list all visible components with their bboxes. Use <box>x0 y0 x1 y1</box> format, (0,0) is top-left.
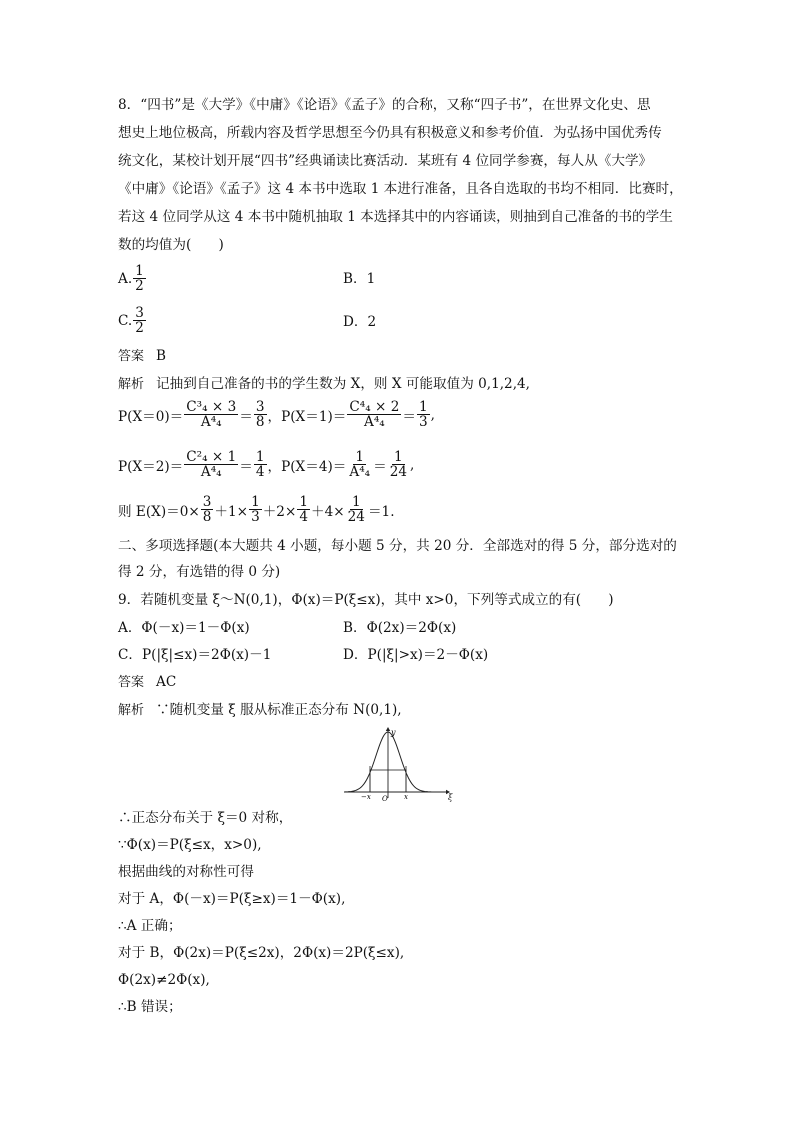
q8-answer-label: 答案 <box>118 349 145 364</box>
p-x0-denominator: A⁴₄ <box>200 414 222 430</box>
p-x4-denominator: A⁴₄ <box>349 464 371 480</box>
q8-option-c <box>118 306 147 335</box>
q9-option-d: D．P(|ξ|>x)＝2－Φ(x) <box>343 647 489 663</box>
p-x1-result-numerator: 1 <box>418 399 428 415</box>
q8-stem-line-3: 统文化，某校计划开展“四书”经典诵读比赛活动．某班有 4 位同学参赛，每人从《大学》 <box>118 153 653 169</box>
q8-expectation-line <box>118 495 395 524</box>
p-x2-denominator: A⁴₄ <box>200 464 222 480</box>
pos-x-label: x <box>404 793 408 801</box>
q9-analysis-line <box>118 701 402 720</box>
p-x0-sep: ， <box>267 408 282 425</box>
q8-answer-value: B <box>156 348 167 364</box>
p-x0-fraction <box>184 400 238 429</box>
p-x4-end: , <box>410 456 415 473</box>
p-x4-lhs: P(X＝4)＝ <box>281 458 347 475</box>
q8-stem-line-5: 若这 4 位同学从这 4 本书中随机抽取 1 本选择其中的内容诵读，则抽到自己准备的书的学生 <box>118 209 673 225</box>
expectation-lhs: 则 E(X)＝0× <box>118 503 200 520</box>
q9-stem: 9．若随机变量 ξ～N(0,1)，Φ(x)＝P(ξ≤x)，其中 x>0，下列等式成立的有( ) <box>118 592 614 608</box>
p-x0-lhs: P(X＝0)＝ <box>118 408 184 425</box>
q8-equation-line-1 <box>118 400 435 429</box>
q9-answer-line <box>118 673 176 692</box>
p-x1-end: , <box>430 406 435 423</box>
q8-stem-line-1: 8．“四书”是《大学》《中庸》《论语》《孟子》的合称，又称“四子书”，在世界文化史、思 <box>118 97 651 113</box>
normal-curve-figure <box>344 726 456 802</box>
q8-stem-line-2: 想史上地位极高，所载内容及哲学思想至今仍具有积极意义和参考价值．为弘扬中国优秀传 <box>118 125 662 141</box>
p-x0-result-denominator: 8 <box>255 414 265 430</box>
expectation-term-2: ＋1× <box>214 503 249 520</box>
expectation-term-4: ＋4× <box>311 503 345 520</box>
q8-analysis-line <box>118 375 530 394</box>
expectation-frac-4 <box>346 495 367 524</box>
p-x2-result <box>254 450 267 479</box>
y-axis-arrow <box>386 727 390 731</box>
q8-option-c-fraction <box>133 306 146 335</box>
origin-label: O <box>382 795 388 802</box>
p-x2-equals: ＝ <box>239 458 253 475</box>
q8-option-a-numerator: 1 <box>135 263 144 279</box>
q9-analysis-intro: ∵随机变量 ξ 服从标准正态分布 N(0,1), <box>156 702 402 718</box>
q8-option-a-fraction <box>133 264 146 293</box>
expectation-frac-3 <box>297 495 310 524</box>
p-x1-lhs: P(X＝1)＝ <box>281 408 347 425</box>
p-x1-result <box>417 400 430 429</box>
q8-analysis-label: 解析 <box>118 377 145 392</box>
p-x1-result-denominator: 3 <box>418 414 428 430</box>
p-x4-result-denominator: 24 <box>389 464 408 480</box>
p-x2-fraction <box>184 450 238 479</box>
p-x2-result-numerator: 1 <box>255 449 265 465</box>
q8-answer-line <box>118 347 166 366</box>
section-2-heading-line-2: 得 2 分，有选错的得 0 分) <box>118 564 281 580</box>
p-x4-numerator: 1 <box>355 449 365 465</box>
expectation-frac-1 <box>201 495 214 524</box>
q9-analysis-label: 解析 <box>118 703 145 718</box>
neg-x-label: −x <box>361 793 371 801</box>
q9-step-5: ∴A 正确； <box>118 918 182 934</box>
q9-option-b: B．Φ(2x)＝2Φ(x) <box>343 620 457 636</box>
expectation-frac-4-numerator: 1 <box>351 494 361 510</box>
expectation-term-3: ＋2× <box>262 503 297 520</box>
p-x4-result-numerator: 1 <box>394 449 403 465</box>
expectation-frac-2 <box>249 495 262 524</box>
q8-option-b: B．1 <box>343 271 376 287</box>
q9-step-3: 根据曲线的对称性可得 <box>118 864 254 880</box>
expectation-end: ＝1. <box>367 503 395 520</box>
expectation-frac-3-denominator: 4 <box>299 509 309 525</box>
expectation-frac-1-numerator: 3 <box>202 494 212 510</box>
q8-stem-line-6: 数的均值为( ) <box>118 237 224 253</box>
q8-option-a-label: A. <box>118 270 133 287</box>
q9-step-7: Φ(2x)≠2Φ(x), <box>118 972 210 988</box>
p-x1-equals: ＝ <box>402 408 416 425</box>
expectation-frac-2-denominator: 3 <box>251 509 260 525</box>
q8-option-a-denominator: 2 <box>135 278 144 294</box>
expectation-frac-4-denominator: 24 <box>347 509 365 525</box>
q9-option-c: C．P(|ξ|≤x)＝2Φ(x)－1 <box>118 647 272 663</box>
expectation-frac-3-numerator: 1 <box>299 494 309 510</box>
q8-option-c-label: C. <box>118 312 133 329</box>
q9-step-8: ∴B 错误； <box>118 999 182 1015</box>
q9-answer-label: 答案 <box>118 675 145 690</box>
q9-option-a: A．Φ(－x)＝1－Φ(x) <box>118 620 250 636</box>
expectation-frac-2-numerator: 1 <box>251 494 260 510</box>
q8-stem-line-4: 《中庸》《论语》《孟子》这 4 本书中选取 1 本进行准备，且各自选取的书均不相同．比赛时， <box>118 181 683 197</box>
p-x4-result <box>388 450 409 479</box>
q8-equation-line-2 <box>118 450 414 479</box>
p-x1-fraction <box>347 400 401 429</box>
p-x1-numerator: C⁴₄ × 2 <box>349 399 400 415</box>
q9-step-1: ∴正态分布关于 ξ＝0 对称， <box>118 810 293 826</box>
q9-step-6: 对于 B，Φ(2x)＝P(ξ≤2x)，2Φ(x)＝2P(ξ≤x), <box>118 945 405 961</box>
q9-answer-value: AC <box>156 674 177 690</box>
p-x0-numerator: C³₄ × 3 <box>186 399 237 415</box>
x-axis-label: ξ <box>448 793 453 802</box>
p-x2-numerator: C²₄ × 1 <box>186 449 237 465</box>
q9-step-4: 对于 A，Φ(－x)＝P(ξ≥x)＝1－Φ(x), <box>118 891 346 907</box>
p-x0-equals: ＝ <box>239 408 253 425</box>
q8-option-a <box>118 264 147 293</box>
p-x1-denominator: A⁴₄ <box>364 414 385 430</box>
q8-option-c-denominator: 2 <box>135 320 144 336</box>
p-x4-fraction <box>347 450 372 479</box>
p-x2-sep: ， <box>267 458 282 475</box>
q8-option-d: D．2 <box>343 314 377 330</box>
p-x0-result-numerator: 3 <box>255 399 265 415</box>
q8-analysis-intro: 记抽到自己准备的书的学生数为 X，则 X 可能取值为 0,1,2,4, <box>156 376 531 392</box>
expectation-frac-1-denominator: 8 <box>202 509 212 525</box>
p-x0-result <box>254 400 267 429</box>
p-x2-result-denominator: 4 <box>255 464 265 480</box>
q8-option-c-numerator: 3 <box>135 305 144 321</box>
p-x2-lhs: P(X＝2)＝ <box>118 458 184 475</box>
p-x4-equals: ＝ <box>373 458 387 475</box>
y-axis-label: y <box>391 728 396 737</box>
section-2-heading-line-1: 二、多项选择题(本大题共 4 小题，每小题 5 分，共 20 分．全部选对的得 5 分，部分选对的 <box>118 538 677 554</box>
q9-step-2: ∵Φ(x)＝P(ξ≤x，x>0), <box>118 837 262 853</box>
